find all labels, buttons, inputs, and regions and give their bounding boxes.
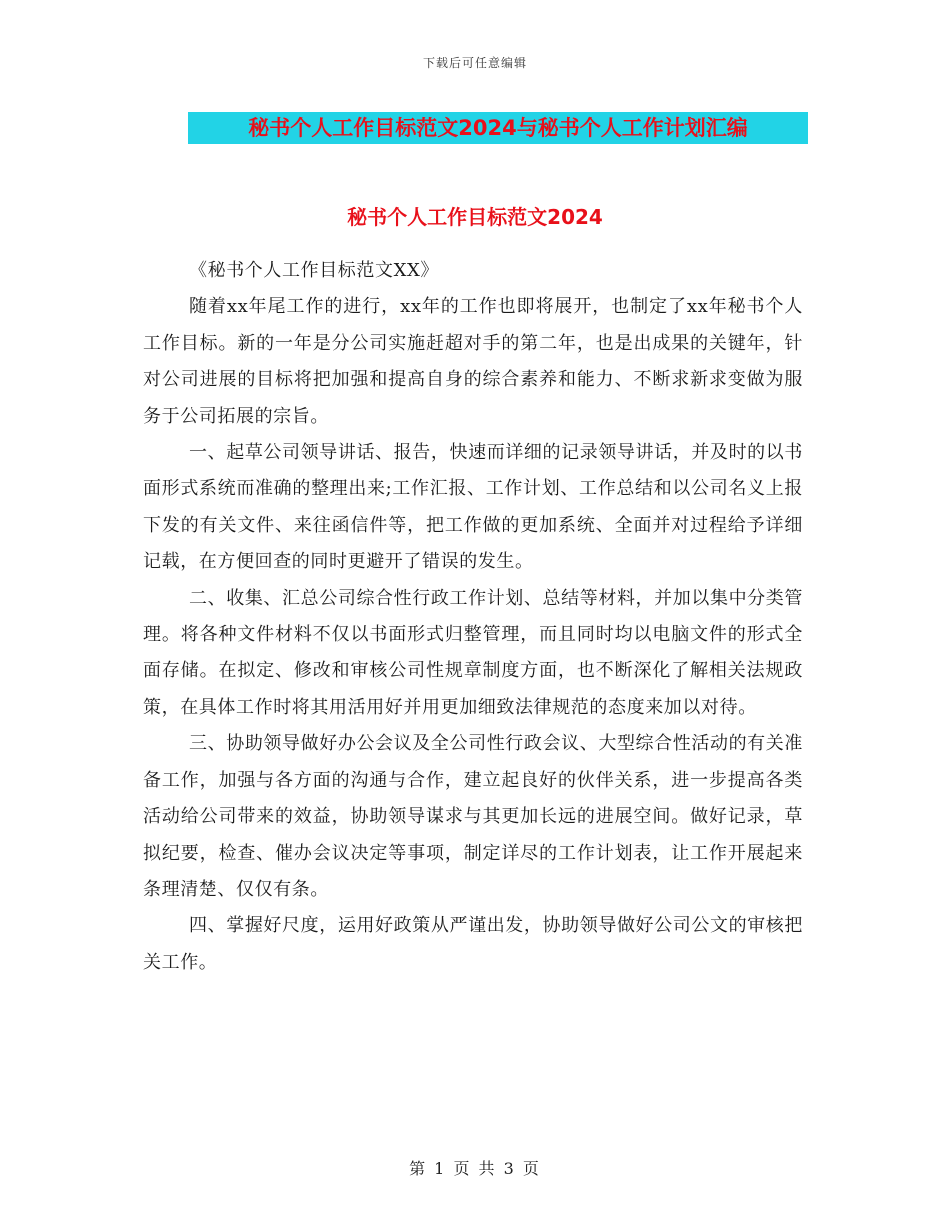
paragraph-item-2: 二、收集、汇总公司综合性行政工作计划、总结等材料，并加以集中分类管理。将各种文件材料不仅以书面形式归整管理，而且同时均以电脑文件的形式全面存储。在拟定、修改和审核公司性规章制度方面，也不断深化了解相关法规政策，在具体工作时将其用活用好并用更加细致法律规范的态度来加以对待。 — [143, 587, 803, 718]
document-title-highlight — [188, 112, 808, 144]
paragraph-source-title: 《秘书个人工作目标范文XX》 — [189, 260, 440, 281]
paragraph-item-4: 四、掌握好尺度，运用好政策从严谨出发，协助领导做好公司公文的审核把关工作。 — [143, 915, 803, 973]
paragraph-intro: 随着xx年尾工作的进行，xx年的工作也即将展开，也制定了xx年秘书个人工作目标。新的一年是分公司实施赶超对手的第二年，也是出成果的关键年，针对公司进展的目标将把加强和提高自身的综合素养和能力、不断求新求变做为服务于公司拓展的宗旨。 — [143, 296, 803, 427]
section-title: 秘书个人工作目标范文2024 — [347, 205, 603, 229]
page-number-footer: 第 1 页 共 3 页 — [409, 1159, 541, 1178]
document-title: 秘书个人工作目标范文2024与秘书个人工作计划汇编 — [248, 116, 748, 140]
header-note: 下载后可任意编辑 — [422, 56, 527, 70]
paragraph-item-3: 三、协助领导做好办公会议及全公司性行政会议、大型综合性活动的有关准备工作，加强与各方面的沟通与合作，建立起良好的伙伴关系，进一步提高各类活动给公司带来的效益，协助领导谋求与其更加长远的进展空间。做好记录，草拟纪要，检查、催办会议决定等事项，制定详尽的工作计划表，让工作开展起来条理清楚、仅仅有条。 — [143, 733, 803, 900]
document-body — [143, 253, 803, 981]
paragraph-item-1: 一、起草公司领导讲话、报告，快速而详细的记录领导讲话，并及时的以书面形式系统而准确的整理出来;工作汇报、工作计划、工作总结和以公司名义上报下发的有关文件、来往函信件等，把工作做的更加系统、全面并对过程给予详细记载，在方便回查的同时更避开了错误的发生。 — [143, 442, 803, 573]
